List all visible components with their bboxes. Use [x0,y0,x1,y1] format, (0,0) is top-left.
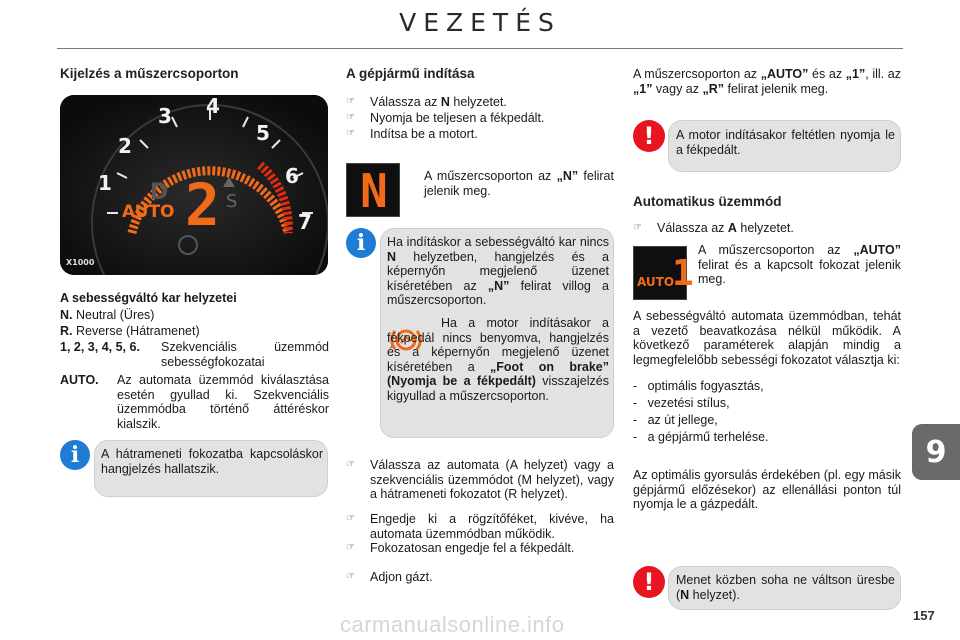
text-span: felirat jelenik meg. [724,81,829,96]
list-item-text: optimális fogyasztás, [647,379,764,393]
auto-display-gear: 1 [672,253,694,294]
text-span: felirat és a kapcsolt fokozat jelenik meg. [698,257,901,286]
text-bold: „1” [633,81,653,96]
legend-text-auto: Az automata üzemmód kiválasztása esetén gyullad ki. Szekvenciális üzemmódba történő áttéréskor kialszik. [117,373,329,431]
gauge-scale-label: X1000 [66,258,95,267]
bullet-text: Válassza az [370,95,441,109]
warning-note-brake [668,120,901,172]
text-span: Ha indításkor a sebességváltó kar nincs [387,235,609,249]
list-item-text: vezetési stílus, [647,396,730,410]
text-span: Menet közben soha ne váltson üresbe ( [676,573,895,602]
legend-text: Neutral (Üres) [75,308,155,322]
list-item-text: az út jellege, [647,413,718,427]
text-bold: „R” [702,81,725,96]
gauge-number-2: 2 [118,134,132,158]
n-display-text [424,169,614,198]
legend-text: Reverse (Hátramenet) [75,324,200,338]
gauge-number-5: 5 [256,121,270,145]
gauge-number-3: 3 [158,104,172,128]
info-note-text [387,235,609,308]
gauge-mode-letter: D [150,180,169,205]
info-icon: i [60,440,90,470]
auto-paragraph: A sebességváltó automata üzemmódban, tehát a vezető beavatkozása nélkül működik. A következő paraméterek alapján mindig a legmegfelelőbb sebességi fokozatot választja ki: [633,309,901,367]
text-bold: N [680,587,690,602]
gauge-graphic [60,95,328,275]
auto-intro-text [633,67,901,96]
text-span: helyzetet. [736,221,794,235]
gauge-gear-digit: 2 [185,171,220,239]
text-span: helyzet). [689,587,740,602]
section-heading-auto: Automatikus üzemmód [633,194,782,209]
bullet-arrow-icon: ☞ [346,96,355,107]
chapter-tab[interactable]: 9 [912,424,960,480]
text-span: A műszercsoporton az [698,243,854,257]
text-span: visszajelzés kigyullad a műszercsoporton. [387,374,609,403]
text-span: felirat jelenik meg. [424,169,614,198]
legend-item-r [60,324,330,339]
warning-icon: ! [633,120,665,152]
bullet-arrow-icon: ☞ [633,222,642,233]
bullet-text: helyzetet. [449,95,507,109]
bullet-text: Adjon gázt. [370,570,433,584]
legend-item-n [60,308,330,323]
text-bold: „N” [556,169,579,183]
instrument-cluster-image [60,95,328,275]
legend-title: A sebességváltó kar helyzetei [60,291,237,305]
bullet-arrow-icon: ☞ [346,112,355,123]
text-bold: „Foot on brake” (Nyomja be a fékpedált) [387,359,609,388]
bullet-bold: N [440,95,450,109]
legend-key: R. [60,324,73,338]
legend-key-gears [60,340,160,355]
warning-note-neutral [668,566,901,610]
bullet-arrow-icon: ☞ [346,513,355,524]
list-item: - a gépjármű terhelése. [633,430,769,444]
bullet-text: Fokozatosan engedje fel a fékpedált. [370,541,575,555]
gauge-auto-label: AUTO [122,202,175,222]
bullet-arrow-icon: ☞ [346,571,355,582]
text-bold: „AUTO” [760,67,809,81]
info-note-text: A hátrameneti fokozatba kapcsoláskor hangjelzés hallatszik. [101,447,323,476]
n-display-letter: N [360,164,388,218]
page-title: VEZETÉS [399,8,561,37]
section-heading-start: A gépjármű indítása [346,66,475,81]
bullet-arrow-icon: ☞ [346,128,355,139]
acceleration-paragraph: Az optimális gyorsulás érdekében (pl. egy másik gépjármű előzésekor) az ellenállási ponton túl nyomja le a gázpedált. [633,468,901,511]
info-note-text-2 [387,316,609,403]
text-span: A műszercsoporton az [424,169,557,183]
bullet-text: Indítsa be a motort. [370,127,478,141]
bullet-text: Válassza az automata (A helyzet) vagy a szekvenciális üzemmódot (M helyzet), vagy a hátrameneti fokozatot (R helyzet). [370,458,614,501]
warning-icon: ! [633,566,665,598]
legend-key-auto [60,373,115,388]
bullet-arrow-icon: ☞ [346,459,355,470]
legend-key: N. [60,308,73,322]
text-bold: N [387,249,397,264]
list-item: - az út jellege, [633,413,718,427]
gauge-number-6: 6 [285,164,299,188]
text-span: helyzetben, hangjelzés és a képernyőn megjelenő üzenet kíséretében az [387,249,609,293]
list-item: - optimális fogyasztás, [633,379,764,393]
text-span: és az [808,67,846,81]
gauge-number-7: 7 [298,210,312,234]
text-span: , ill. az [865,67,901,81]
section-heading-display: Kijelzés a műszercsoporton [60,66,239,81]
text-bold: „1” [845,67,866,81]
text-span: Válassza az [657,221,728,235]
bullet-text: Nyomja be teljesen a fékpedált. [370,111,545,125]
legend-text-gears: Szekvenciális üzemmód sebességfokozatai [161,340,329,369]
page-number: 157 [913,608,935,623]
text-bold: A [727,221,737,235]
info-note-reverse [94,440,328,497]
text-span: vagy az [652,81,703,96]
gauge-number-1: 1 [98,171,112,195]
header-rule [57,48,903,49]
gauge-number-4: 4 [206,95,220,118]
info-icon: i [346,228,376,258]
info-note-start [380,228,614,438]
auto-display-image [633,246,694,300]
warning-note-text: A motor indításakor feltétlen nyomja le a fékpedált. [676,128,895,157]
text-span: felirat villog a műszercsoporton. [387,278,609,307]
text-span: A műszercsoporton az [633,67,761,81]
legend-key: AUTO. [60,373,99,387]
text-span: Ha a motor indításakor a fékpedál nincs benyomva, hangjelzés és a képernyőn megjelenő üzenet kíséretében a [387,316,609,374]
watermark: carmanualsonline.info [340,612,565,637]
bullet-text: Engedje ki a rögzítőféket, kivéve, ha automata üzemmódban működik. [370,512,614,541]
gauge-s-letter: S [226,191,238,212]
list-item-text: a gépjármű terhelése. [647,430,769,444]
warning-note-text [676,573,895,602]
text-bold: „N” [487,278,510,293]
auto-display-text [698,243,901,287]
n-display-image [346,163,400,217]
text-bold: „AUTO” [853,243,901,257]
list-item: - vezetési stílus, [633,396,730,410]
auto-display-label: AUTO [637,275,675,289]
bullet-arrow-icon: ☞ [346,542,355,553]
legend-key: 1, 2, 3, 4, 5, 6. [60,340,140,354]
